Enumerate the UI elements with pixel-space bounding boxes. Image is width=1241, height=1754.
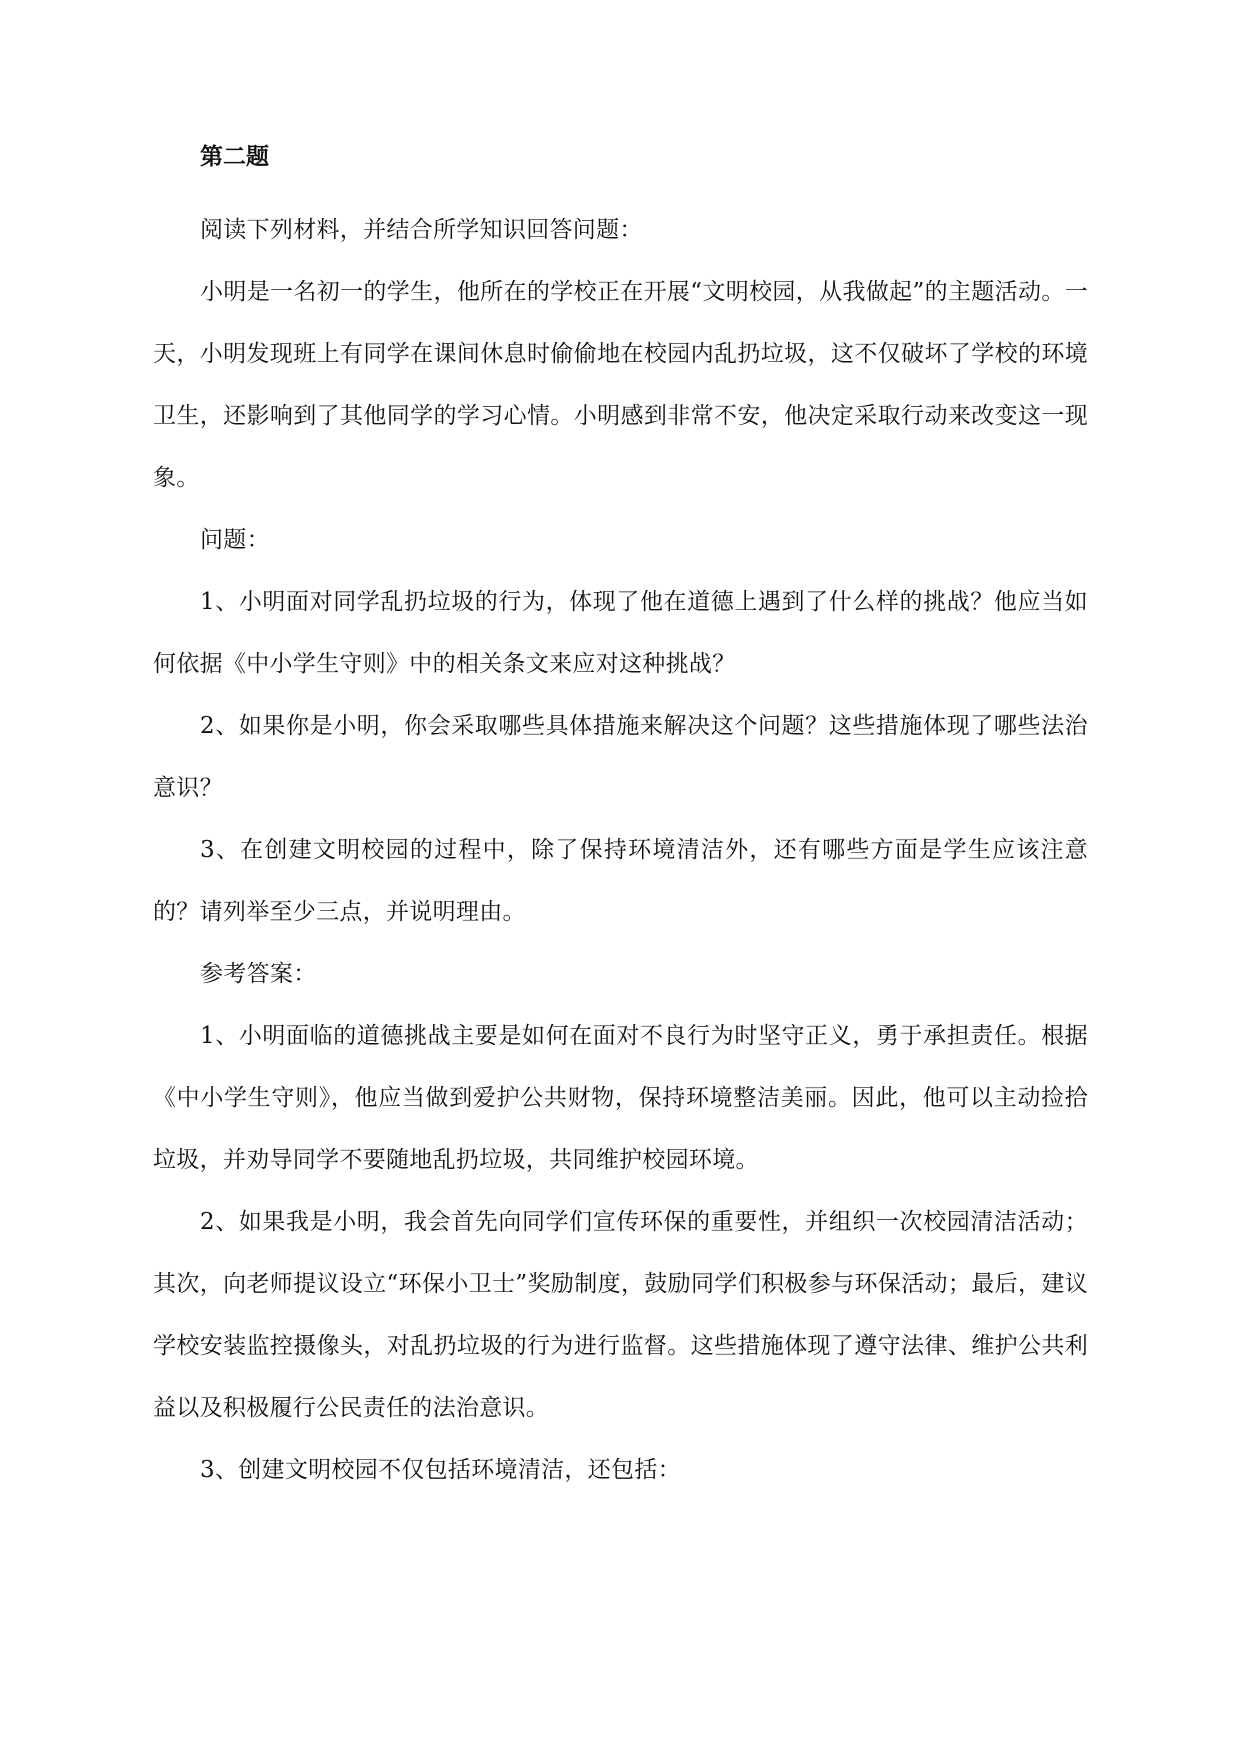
question-item-1: 1、小明面对同学乱扔垃圾的行为，体现了他在道德上遇到了什么样的挑战？他应当如何依据《中小学生守则》中的相关条文来应对这种挑战？: [153, 589, 1088, 677]
material-paragraph: 小明是一名初一的学生，他所在的学校正在开展“文明校园，从我做起”的主题活动。一天，小明发现班上有同学在课间休息时偷偷地在校园内乱扔垃圾，这不仅破坏了学校的环境卫生，还影响到了其他同学的学习心情。小明感到非常不安，他决定采取行动来改变这一现象。: [153, 279, 1088, 491]
answer-item-1: 1、小明面临的道德挑战主要是如何在面对不良行为时坚守正义，勇于承担责任。根据《中小学生守则》，他应当做到爱护公共财物，保持环境整洁美丽。因此，他可以主动捡拾垃圾，并劝导同学不要随地乱扔垃圾，共同维护校园环境。: [153, 1023, 1088, 1173]
question-item-3: 3、在创建文明校园的过程中，除了保持环境清洁外，还有哪些方面是学生应该注意的？请列举至少三点，并说明理由。: [153, 837, 1088, 925]
question-item-2: 2、如果你是小明，你会采取哪些具体措施来解决这个问题？这些措施体现了哪些法治意识？: [153, 713, 1088, 801]
answers-label: 参考答案：: [200, 961, 317, 987]
instruction-paragraph: 阅读下列材料，并结合所学知识回答问题：: [200, 217, 643, 243]
document-body: [153, 143, 1088, 1501]
questions-label: 问题：: [200, 527, 270, 553]
answer-item-3: 3、创建文明校园不仅包括环境清洁，还包括：: [200, 1457, 681, 1483]
answer-item-2: 2、如果我是小明，我会首先向同学们宣传环保的重要性，并组织一次校园清洁活动；其次，向老师提议设立“环保小卫士”奖励制度，鼓励同学们积极参与环保活动；最后，建议学校安装监控摄像头，对乱扔垃圾的行为进行监督。这些措施体现了遵守法律、维护公共利益以及积极履行公民责任的法治意识。: [153, 1209, 1088, 1421]
question-heading: 第二题: [200, 144, 269, 170]
